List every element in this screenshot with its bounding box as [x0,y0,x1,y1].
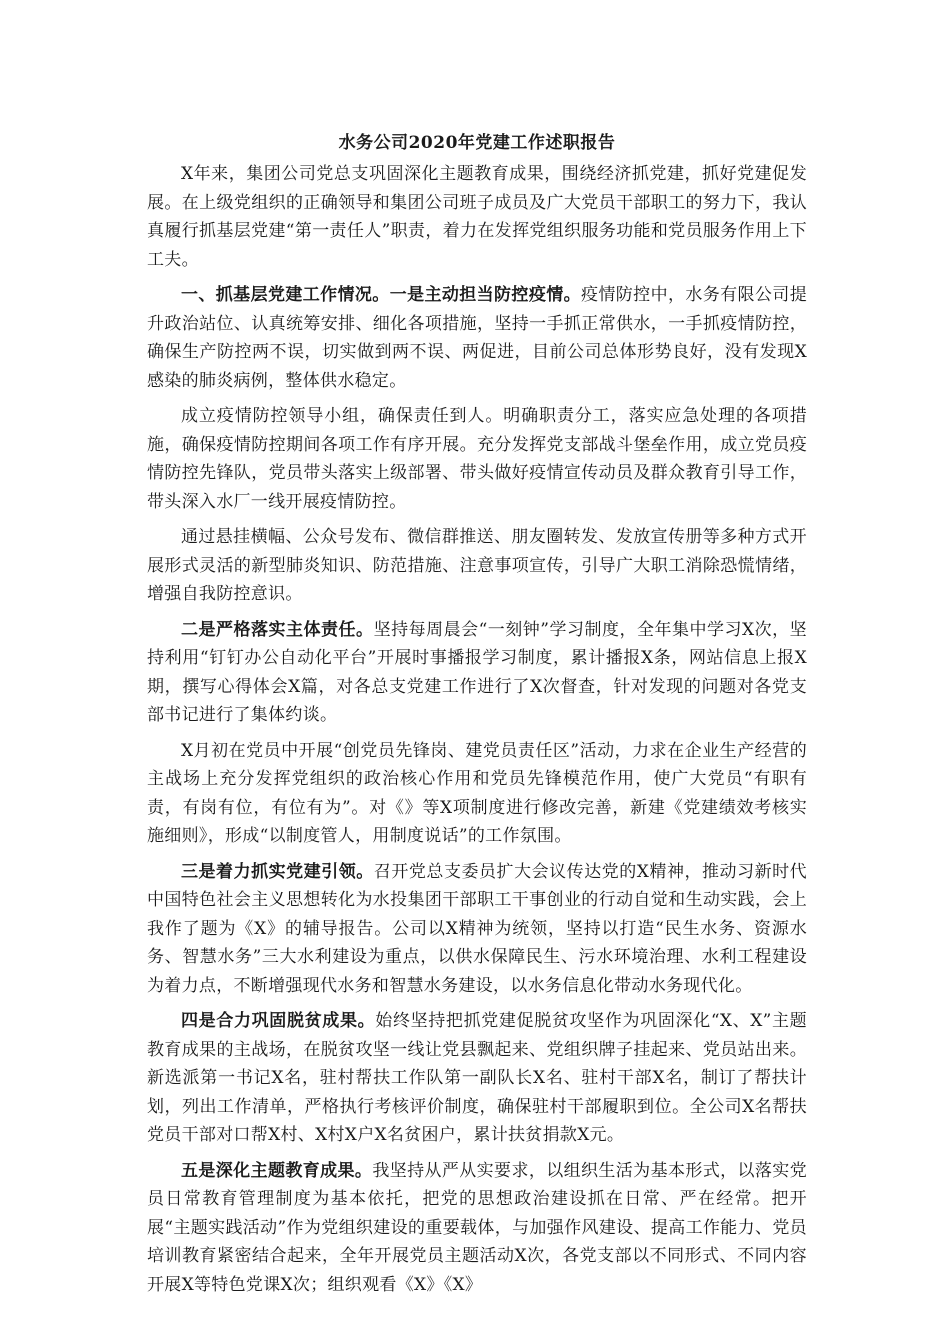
paragraph-text: 召开党总支委员扩大会议传达党的X精神，推动习新时代中国特色社会主义思想转化为水投集团干部职工干事创业的行动自觉和生动实践，会上我作了题为《X》的辅导报告。公司以X精神为统领，坚持以打造“民生水务、资源水务、智慧水务”三大水利建设为重点，以供水保障民生、污水环境治理、水利工程建设为着力点，不断增强现代水务和智慧水务建设，以水务信息化带动水务现代化。 [147,861,807,996]
paragraph-intro [147,160,807,274]
paragraph-text: 成立疫情防控领导小组，确保责任到人。明确职责分工，落实应急处理的各项措施，确保疫情防控期间各项工作有序开展。充分发挥党支部战斗堡垒作用，成立党员疫情防控先锋队，党员带头落实上级部署、带头做好疫情宣传动员及群众教育引导工作，带头深入水厂一线开展疫情防控。 [147,406,807,512]
paragraph-prevention-group [147,402,807,516]
paragraph-guidance [147,858,807,1001]
paragraph-text: 我坚持从严从实要求，以组织生活为基本形式，以落实党员日常教育管理制度为基本依托，把党的思想政治建设抓在日常、严在经常。把开展“主题实践活动”作为党组织建设的重要载体，与加强作风建设、提高工作能力、党员培训教育紧密结合起来，全年开展党员主题活动X次，各党支部以不同形式、不同内容开展X等特色党课X次；组织观看《X》《X》 [147,1160,807,1295]
paragraph-education [147,1157,807,1300]
paragraph-pioneer-activity [147,737,807,851]
paragraph-lead: 五是深化主题教育成果。 [181,1160,373,1181]
paragraph-publicity [147,523,807,609]
document-title: 水务公司2020年党建工作述职报告 [338,133,616,153]
paragraph-text: X月初在党员中开展“创党员先锋岗、建党员责任区”活动，力求在企业生产经营的主战场上充分发挥党组织的政治核心作用和党员先锋模范作用，使广大党员“有职有责，有岗有位，有位有为”。对《》等X项制度进行修改完善，新建《党建绩效考核实施细则》，形成“以制度管人，用制度说话”的工作氛围。 [147,740,807,846]
paragraph-responsibility [147,616,807,730]
paragraph-text: 疫情防控中，水务有限公司提升政治站位、认真统筹安排、细化各项措施，坚持一手抓正常供水，一手抓疫情防控，确保生产防控两不误，切实做到两不误、两促进，目前公司总体形势良好，没有发现X感染的肺炎病例，整体供水稳定。 [147,285,807,391]
paragraph-text: X年来，集团公司党总支巩固深化主题教育成果，围绕经济抓党建，抓好党建促发展。在上级党组织的正确领导和集团公司班子成员及广大党员干部职工的努力下，我认真履行抓基层党建“第一责任人”职责，着力在发挥党组织服务功能和党员服务作用上下工夫。 [147,164,807,270]
document-page [147,128,807,1306]
paragraph-section-1 [147,281,807,395]
paragraph-lead: 三是着力抓实党建引领。 [181,861,374,882]
paragraph-text: 始终坚持把抓党建促脱贫攻坚作为巩固深化“X、X”主题教育成果的主战场，在脱贫攻坚一线让党县飘起来、党组织牌子挂起来、党员站出来。新选派第一书记X名，驻村帮扶工作队第一副队长X名、驻村干部X名，制订了帮扶计划，列出工作清单，严格执行考核评价制度，确保驻村干部履职到位。全公司X名帮扶党员干部对口帮X村、X村X户X名贫困户，累计扶贫捐款X元。 [147,1011,807,1145]
paragraph-poverty-alleviation [147,1007,807,1150]
paragraph-lead: 一、抓基层党建工作情况。一是主动担当防控疫情。 [181,285,581,305]
paragraph-lead: 二是严格落实主体责任。 [181,619,374,640]
paragraph-lead: 四是合力巩固脱贫成果。 [181,1011,376,1031]
paragraph-text: 通过悬挂横幅、公众号发布、微信群推送、朋友圈转发、发放宣传册等多种方式开展形式灵活的新型肺炎知识、防范措施、注意事项宣传，引导广大职工消除恐慌情绪，增强自我防控意识。 [147,527,807,604]
paragraph-text: 坚持每周晨会“一刻钟”学习制度，全年集中学习X次，坚持利用“钉钉办公自动化平台”开展时事播报学习制度，累计播报X条，网站信息上报X期，撰写心得体会X篇，对各总支党建工作进行了X次督查，针对发现的问题对各党支部书记进行了集体约谈。 [147,619,807,725]
